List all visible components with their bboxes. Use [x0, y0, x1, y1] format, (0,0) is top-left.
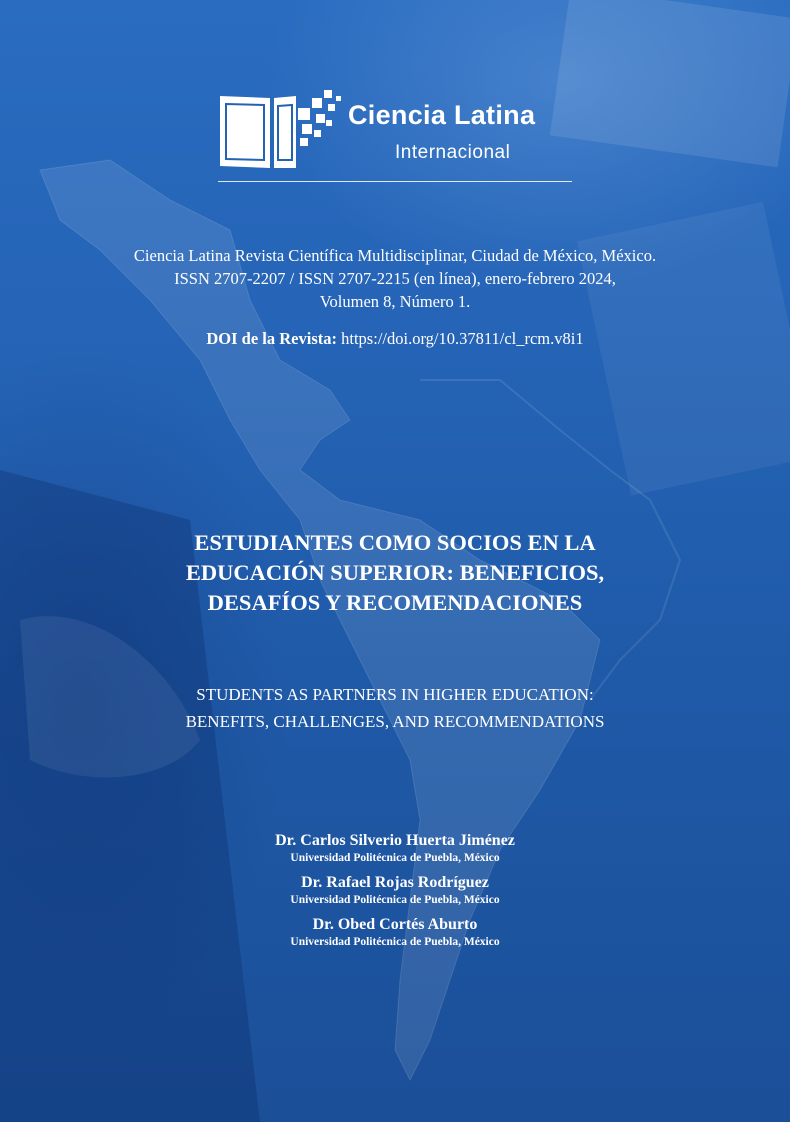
journal-logo: [218, 86, 578, 188]
article-title-spanish: [60, 528, 730, 618]
brand-divider: [218, 181, 572, 182]
brand-subtitle: Internacional: [395, 142, 511, 163]
title-es-line: DESAFÍOS Y RECOMENDACIONES: [207, 590, 583, 615]
author-affiliation: Universidad Politécnica de Puebla, México: [290, 936, 500, 948]
author-name: Dr. Obed Cortés Aburto: [312, 916, 478, 933]
author-affiliation: Universidad Politécnica de Puebla, México: [290, 894, 500, 906]
doi-link[interactable]: https://doi.org/10.37811/cl_rcm.v8i1: [337, 329, 584, 348]
doi-label: DOI de la Revista:: [206, 329, 338, 348]
title-es-line: ESTUDIANTES COMO SOCIOS EN LA: [194, 530, 596, 555]
author-entry: [195, 831, 595, 866]
journal-info-line: Ciencia Latina Revista Científica Multidisciplinar, Ciudad de México, México.: [133, 246, 657, 265]
brand-name: Ciencia Latina: [348, 100, 536, 130]
journal-doi: [40, 329, 750, 349]
article-title-english: [60, 681, 730, 735]
author-entry: [195, 915, 595, 950]
title-en-line: BENEFITS, CHALLENGES, AND RECOMMENDATIONS: [185, 712, 605, 731]
open-book-pixel-icon: [218, 86, 343, 176]
author-list: [195, 831, 595, 957]
author-name: Dr. Rafael Rojas Rodríguez: [301, 874, 489, 891]
journal-info-line: ISSN 2707-2207 / ISSN 2707-2215 (en línea), enero-febrero 2024,: [174, 269, 616, 288]
title-en-line: STUDENTS AS PARTNERS IN HIGHER EDUCATION:: [196, 685, 594, 704]
author-affiliation: Universidad Politécnica de Puebla, México: [290, 852, 500, 864]
author-name: Dr. Carlos Silverio Huerta Jiménez: [275, 832, 515, 849]
author-entry: [195, 873, 595, 908]
journal-info: [40, 244, 750, 313]
title-es-line: EDUCACIÓN SUPERIOR: BENEFICIOS,: [185, 560, 605, 585]
journal-info-line: Volumen 8, Número 1.: [319, 292, 471, 311]
